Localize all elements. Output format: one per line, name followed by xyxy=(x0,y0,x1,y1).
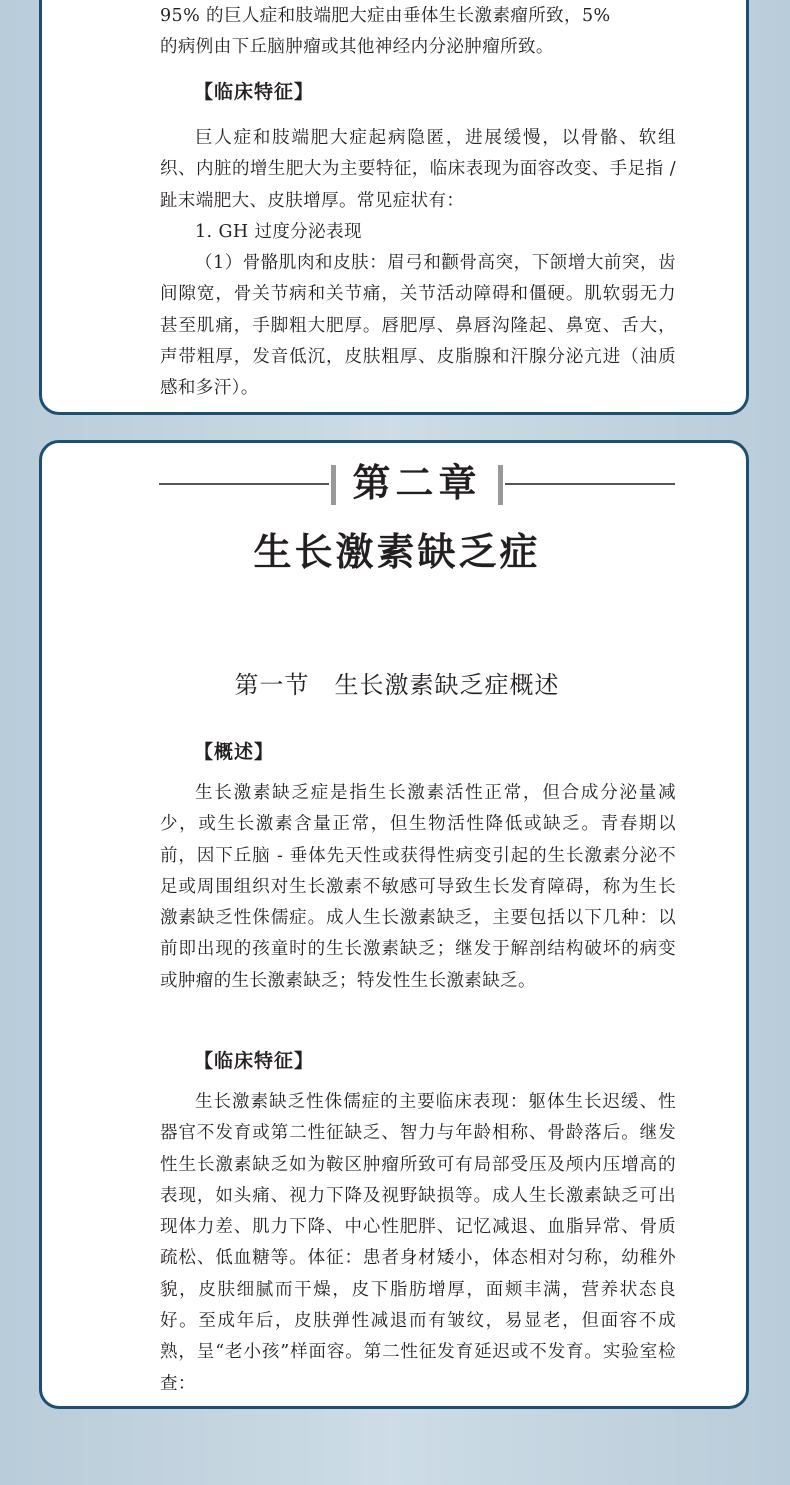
clinical-features-text-2 xyxy=(160,1087,676,1400)
gh-excess-item: 1. GH 过度分泌表现 xyxy=(195,221,362,242)
chapter-header xyxy=(159,457,675,509)
clinical-features-heading: 【临床特征】 xyxy=(194,81,315,103)
intro-line-1: 95% 的巨人症和肢端肥大症由垂体生长激素瘤所致，5% xyxy=(160,6,611,26)
overview-heading: 【概述】 xyxy=(194,741,275,763)
chapter-bar-left xyxy=(331,465,336,505)
overview-paragraph: 生长激素缺乏症是指生长激素活性正常，但合成分泌量减少，或生长激素含量正常，但生物活性降低或缺乏。青春期以前，因下丘脑 - 垂体先天性或获得性病变引起的生长激素分泌不足或周围组织对生长激素不敏感可导致生长发育障碍，称为生长激素缺乏性侏儒症。成人生长激素缺乏，主要包括以下几种：以前即出现的孩童时的生长激素缺乏；继发于解剖结构破坏的病变或肿瘤的生长激素缺乏；特发性生长激素缺乏。 xyxy=(160,783,676,991)
chapter-bar-right xyxy=(498,465,503,505)
bottom-page-card xyxy=(39,440,749,1409)
clinical-features-heading-2: 【临床特征】 xyxy=(194,1050,315,1072)
musculoskeletal-skin-item: （1）骨骼肌肉和皮肤：眉弓和颧骨高突，下颌增大前突，齿间隙宽，骨关节病和关节痛，关节活动障碍和僵硬。肌软弱无力甚至肌痛，手脚粗大肥厚。唇肥厚、鼻唇沟隆起、鼻宽、舌大，声带粗厚，发音低沉，皮肤粗厚、皮脂腺和汗腺分泌亢进（油质感和多汗）。 xyxy=(160,253,676,399)
chapter-rule-right xyxy=(505,483,675,485)
intro-line-2: 的病例由下丘脑肿瘤或其他神经内分泌肿瘤所致。 xyxy=(160,37,554,58)
section-title: 第一节 生长激素缺乏症概述 xyxy=(234,671,560,699)
chapter-rule-left xyxy=(159,483,329,485)
chapter-title: 生长激素缺乏症 xyxy=(253,530,541,574)
top-page-card xyxy=(39,0,749,415)
clinical-features-text xyxy=(160,123,676,405)
chapter-label: 第二章 xyxy=(352,460,482,505)
overview-text xyxy=(160,778,676,997)
intro-text xyxy=(160,1,676,64)
clinical-features-paragraph: 巨人症和肢端肥大症起病隐匿，进展缓慢，以骨骼、软组织、内脏的增生肥大为主要特征，临床表现为面容改变、手足指 / 趾末端肥大、皮肤增厚。常见症状有： xyxy=(160,128,676,211)
clinical-features-paragraph-2: 生长激素缺乏性侏儒症的主要临床表现：躯体生长迟缓、性器官不发育或第二性征缺乏、智力与年龄相称、骨龄落后。继发性生长激素缺乏如为鞍区肿瘤所致可有局部受压及颅内压增高的表现，如头痛、视力下降及视野缺损等。成人生长激素缺乏可出现体力差、肌力下降、中心性肥胖、记忆减退、血脂异常、骨质疏松、低血糖等。体征：患者身材矮小，体态相对匀称，幼稚外貌，皮肤细腻而干燥，皮下脂肪增厚，面颊丰满，营养状态良好。至成年后，皮肤弹性减退而有皱纹，易显老，但面容不成熟，呈“老小孩”样面容。第二性征发育延迟或不发育。实验室检查： xyxy=(160,1092,676,1394)
